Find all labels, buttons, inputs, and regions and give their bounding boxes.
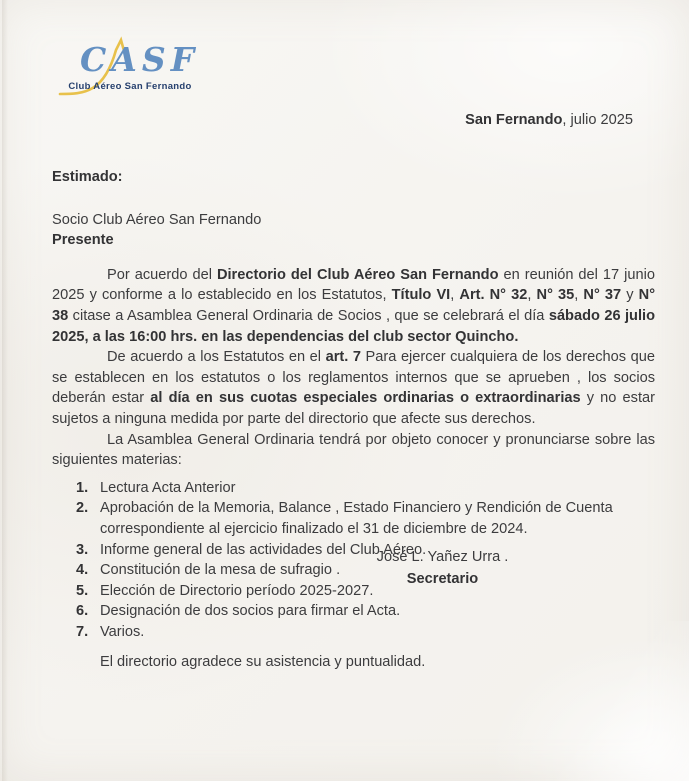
closing-line: El directorio agradece su asistencia y puntualidad. xyxy=(100,654,426,671)
text-segment: Por acuerdo del xyxy=(107,266,217,283)
recipient-block xyxy=(52,210,655,251)
agenda-item-2: Aprobación de la Memoria, Balance , Estado Financiero y Rendición de Cuenta correspondiente al ejercicio finalizado el 31 de diciembre de 2024. xyxy=(100,500,613,537)
paragraph-purpose xyxy=(52,430,655,471)
text-segment: citase a Asamblea General Ordinaria de Socios , que se celebrará el día xyxy=(68,307,549,324)
text-segment: N° 37 xyxy=(583,287,622,304)
dateline xyxy=(465,110,633,131)
agenda-item-5: Elección de Directorio período 2025-2027. xyxy=(100,582,374,599)
agenda-item-3: Informe general de las actividades del Club Aéreo. xyxy=(100,541,427,558)
paragraphs xyxy=(52,265,655,471)
text-segment: Directorio del Club Aéreo San Fernando xyxy=(216,266,499,283)
text-segment: Título VI xyxy=(391,287,451,304)
club-logo xyxy=(66,42,198,104)
text-segment: sábado 26 julio 2025, a las 16:00 hrs. en las dependencias del club sector Quincho. xyxy=(52,307,655,345)
agenda-item-7: Varios. xyxy=(100,623,145,640)
recipient-line: Socio Club Aéreo San Fernando xyxy=(52,211,262,228)
text-segment: N° 35 xyxy=(536,287,575,304)
agenda-item-4: Constitución de la mesa de sufragio . xyxy=(100,562,341,579)
text-segment: al día en sus cuotas especiales ordinarias o extraordinarias xyxy=(150,390,581,407)
greeting: Estimado: xyxy=(52,169,123,185)
signature-block xyxy=(330,547,555,589)
text-segment: La Asamblea General Ordinaria tendrá por objeto conocer y pronunciarse sobre las siguientes materias: xyxy=(52,431,655,469)
signature-title: Secretario xyxy=(406,570,479,587)
text-segment: en reunión del 17 junio 2025 y conforme a lo establecido en los Estatutos, xyxy=(52,266,655,304)
text-segment: , xyxy=(574,287,584,304)
presente-line: Presente xyxy=(52,232,114,249)
text-segment: Art. N° 32 xyxy=(459,287,528,304)
text-segment: , xyxy=(527,287,537,304)
dateline-place: San Fernando xyxy=(465,112,563,128)
agenda-item-1: Lectura Acta Anterior xyxy=(100,479,236,496)
signature-name: José L. Yañez Urra . xyxy=(376,549,509,565)
text-segment: y no estar sujetos a ninguna medida por parte del directorio que afecte sus derechos. xyxy=(52,390,655,427)
dateline-rest: , julio 2025 xyxy=(562,112,633,128)
text-segment: Para ejercer cualquiera de los derechos que se establecen en los estatutos o los reglamentos internos que se aprueben , los socios deberán estar xyxy=(52,349,656,407)
text-segment: De acuerdo a los Estatutos en el xyxy=(107,349,326,366)
logo-tagline: Club Aéreo San Fernando xyxy=(68,81,192,92)
paragraph-statutes xyxy=(52,347,655,429)
agenda-item-6: Designación de dos socios para firmar el Acta. xyxy=(100,603,401,620)
text-segment: y xyxy=(621,287,639,304)
logo-acronym: CASF xyxy=(80,40,200,79)
text-segment: , xyxy=(450,287,460,304)
letter-body xyxy=(52,167,655,673)
text-segment: N° 38 xyxy=(52,287,656,324)
paragraph-convocation xyxy=(52,265,655,347)
text-segment: art. 7 xyxy=(325,349,361,366)
